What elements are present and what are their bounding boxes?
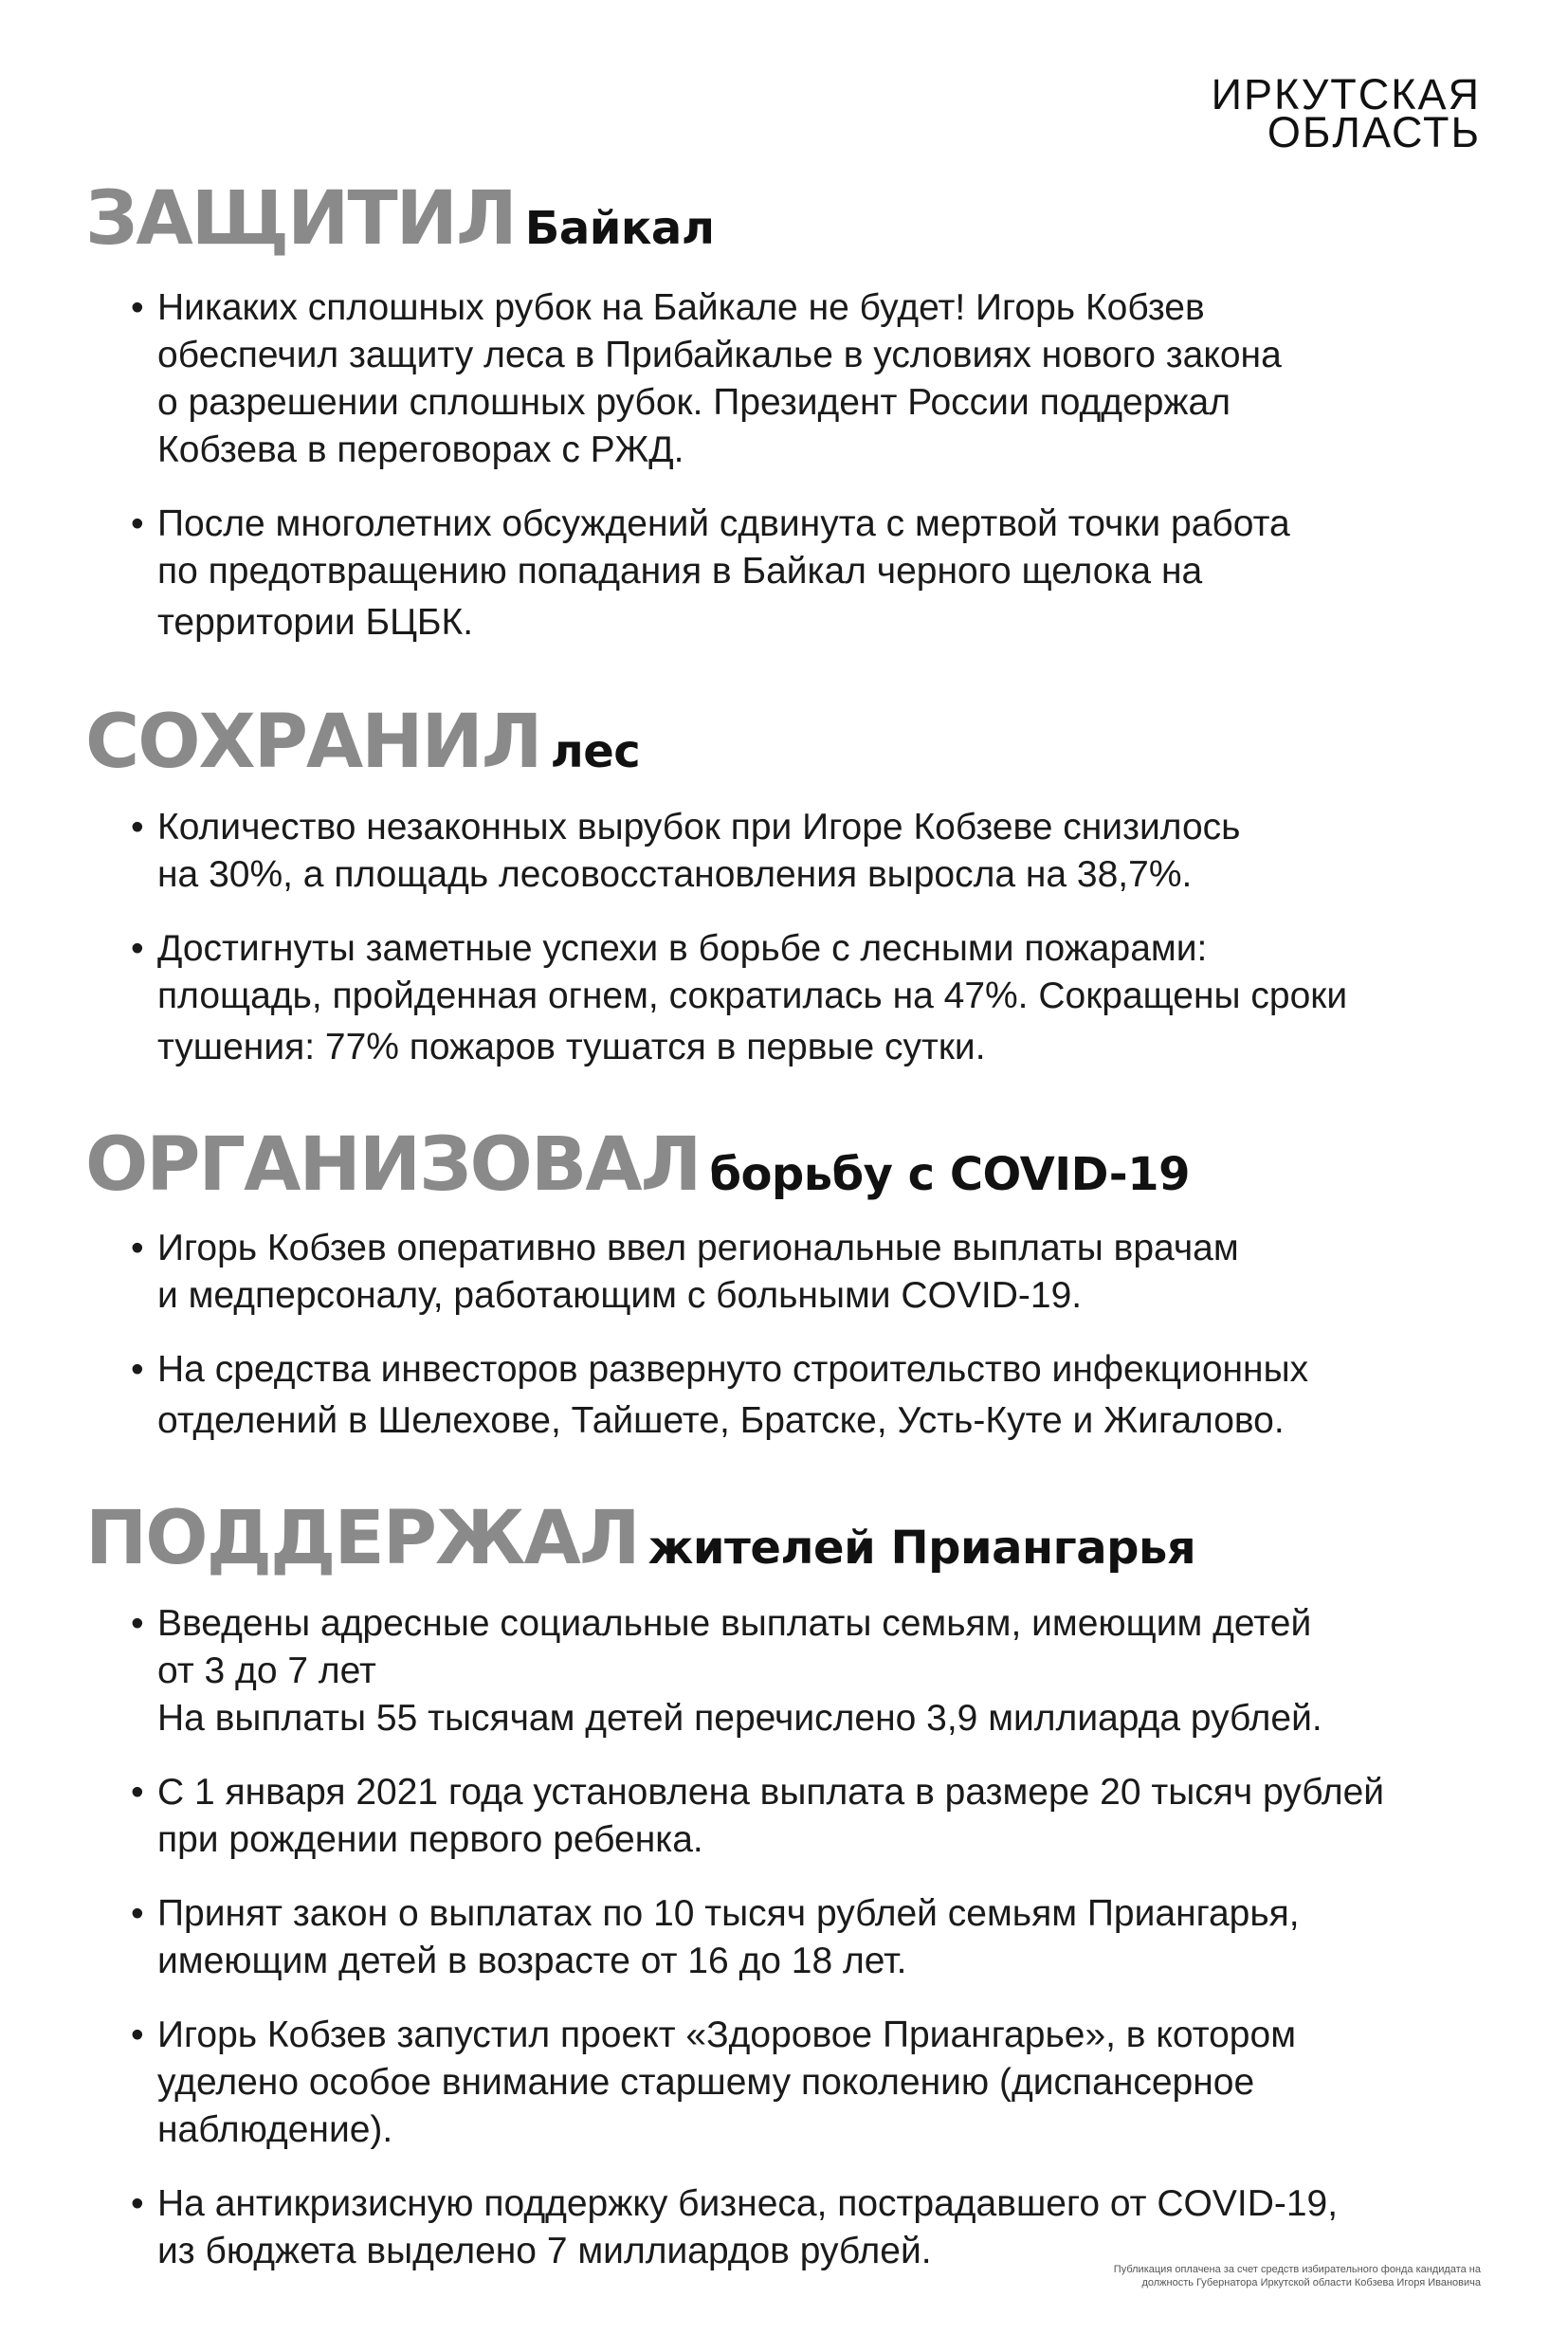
region-line-2: ОБЛАСТЬ [1267, 108, 1481, 156]
region-label [1211, 70, 1481, 156]
list-item [131, 2012, 1505, 2154]
text-line: наблюдение). [157, 2109, 393, 2150]
section-heading [85, 176, 1488, 262]
text-line: • Игорь Кобзев запустил проект «Здоровое Приангарье», в котором [157, 2015, 1297, 2055]
heading-verb: СОХРАНИЛ [85, 700, 541, 785]
section-baikal [85, 176, 1488, 262]
list-item [131, 1600, 1505, 1742]
heading-object: борьбу с COVID-19 [709, 1148, 1191, 1201]
section-heading [85, 1122, 1488, 1208]
text-line: по предотвращению попадания в Байкал черного щелока на [157, 551, 1203, 592]
bullet-list-support [131, 1600, 1505, 2275]
text-line: Кобзева в переговорах с РЖД. [157, 429, 684, 470]
text-line: На выплаты 55 тысячам детей перечислено 3,9 миллиарда рублей. [157, 1698, 1322, 1739]
list-item [131, 804, 1505, 899]
heading-verb: ОРГАНИЗОВАЛ [85, 1122, 701, 1208]
text-line: отделений в Шелехове, Тайшете, Братске, Усть-Куте и Жигалово. [157, 1400, 1285, 1441]
text-line: при рождении первого ребенка. [157, 1819, 703, 1860]
footnote-line-2: должность Губернатора Иркутской области Кобзева Игоря Ивановича [1141, 2277, 1481, 2288]
section-forest [85, 700, 1488, 785]
bullet-list-covid [131, 1225, 1505, 1445]
footnote-line-1: Публикация оплачена за счет средств избирательного фонда кандидата на [1113, 2264, 1481, 2275]
text-line: о разрешении сплошных рубок. Президент России поддержал [157, 382, 1231, 423]
heading-object: жителей Приангарья [647, 1522, 1196, 1575]
bullet-list-baikal [131, 284, 1505, 647]
list-item [131, 284, 1505, 474]
text-line: • С 1 января 2021 года установлена выплата в размере 20 тысяч рублей [157, 1772, 1385, 1813]
text-line: обеспечил защиту леса в Прибайкалье в условиях нового закона [157, 335, 1282, 375]
heading-verb: ПОДДЕРЖАЛ [85, 1496, 639, 1581]
text-line: • На средства инвесторов развернуто строительство инфекционных [157, 1349, 1309, 1390]
section-support [85, 1496, 1488, 1581]
text-line: имеющим детей в возрасте от 16 до 18 лет. [157, 1941, 907, 1981]
list-item [131, 925, 1505, 1071]
section-covid [85, 1122, 1488, 1208]
text-line: тушения: 77% пожаров тушатся в первые сутки. [157, 1027, 986, 1067]
heading-verb: ЗАЩИТИЛ [85, 176, 516, 262]
list-item [131, 501, 1505, 647]
section-heading [85, 700, 1488, 785]
text-line: • После многолетних обсуждений сдвинута с мертвой точки работа [157, 503, 1290, 544]
list-item [131, 1769, 1505, 1864]
heading-object: Байкал [524, 202, 715, 255]
text-line: уделено особое внимание старшему поколению (диспансерное [157, 2062, 1255, 2103]
text-line: • Никаких сплошных рубок на Байкале не будет! Игорь Кобзев [157, 287, 1205, 328]
section-heading [85, 1496, 1488, 1581]
text-line: • Принят закон о выплатах по 10 тысяч рублей семьям Приангарья, [157, 1893, 1300, 1934]
text-line: и медперсоналу, работающим с больными COVID-19. [157, 1275, 1083, 1316]
list-item [131, 2180, 1505, 2275]
text-line: на 30%, а площадь лесовосстановления выросла на 38,7%. [157, 854, 1193, 895]
text-line: • Игорь Кобзев оперативно ввел региональные выплаты врачам [157, 1228, 1239, 1268]
list-item [131, 1890, 1505, 1985]
list-item [131, 1225, 1505, 1320]
text-line: из бюджета выделено 7 миллиардов рублей. [157, 2231, 932, 2271]
region-line-1: ИРКУТСКАЯ [1211, 70, 1481, 119]
text-line: • На антикризисную поддержку бизнеса, пострадавшего от COVID-19, [157, 2183, 1339, 2224]
text-line: • Количество незаконных вырубок при Игоре Кобзеве снизилось [157, 807, 1241, 848]
heading-object: лес [550, 725, 641, 778]
text-line: площадь, пройденная огнем, сократилась на 47%. Сокращены сроки [157, 975, 1348, 1016]
text-line: • Введены адресные социальные выплаты семьям, имеющим детей [157, 1603, 1312, 1644]
text-line: от 3 до 7 лет [157, 1650, 376, 1691]
text-line: • Достигнуты заметные успехи в борьбе с лесными пожарами: [157, 928, 1208, 969]
text-line: территории БЦБК. [157, 602, 474, 643]
publication-footnote [1035, 2263, 1481, 2289]
list-item [131, 1346, 1505, 1445]
bullet-list-forest [131, 804, 1505, 1071]
